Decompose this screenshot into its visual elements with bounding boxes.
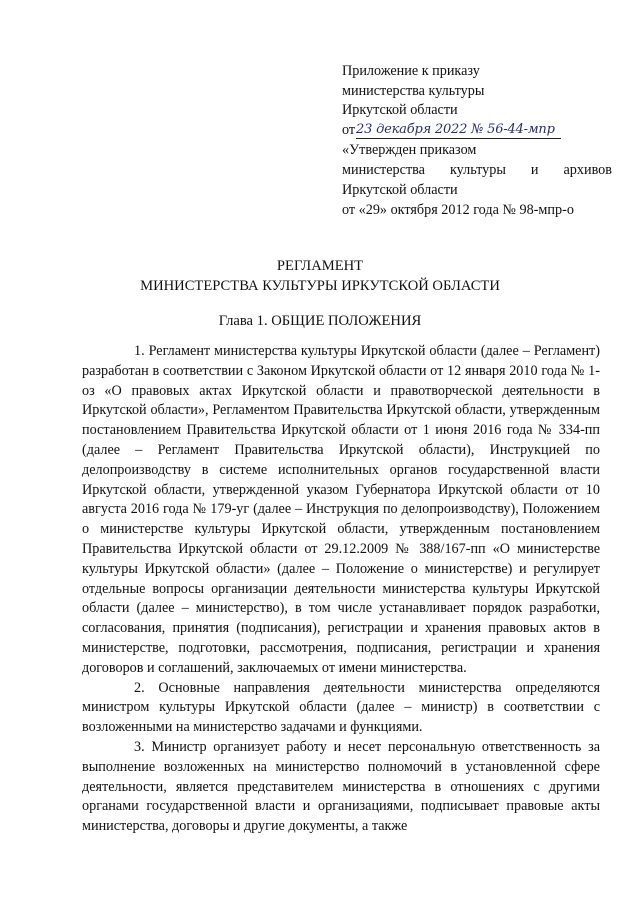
approved-line-3: Иркутской области [342,182,458,198]
annex-from-prefix: от [342,121,356,138]
approved-line-2 [342,160,612,180]
paragraph-2: 2. Основные направления деятельности министерства определяются министром культуры Иркутской области (далее – министр) в соответствии с возложенными на министерство задачами и функциями. [82,679,600,736]
chapter-heading: Глава 1. ОБЩИЕ ПОЛОЖЕНИЯ [218,313,422,329]
document-subtitle: МИНИСТЕРСТВА КУЛЬТУРЫ ИРКУТСКОЙ ОБЛАСТИ [140,278,500,294]
approved-word: архивов [563,162,612,178]
paragraph-3: 3. Министр организует работу и несет персональную ответственность за выполнение возложенных на министерство полномочий в установленной сфере деятельности, является представителем министерства в отношениях с другими органами государственной власти и организациями, подписывает правовые акты министерства, договоры и другие документы, а также [82,738,600,835]
annex-line-2: министерства культуры [342,82,485,99]
annex-line-3: Иркутской области [342,102,458,118]
annex-line-1: Приложение к приказу [342,63,480,79]
approved-word: культуры [449,162,506,178]
document-body [82,342,600,837]
annex-block [342,62,612,141]
handwritten-date-number: 23 декабря 2022 № 56-44-мпр [356,121,555,137]
document-title: РЕГЛАМЕНТ [276,258,364,274]
approval-stamp-block [342,140,612,220]
approved-word: и [530,162,539,178]
annex-date-line [342,121,612,141]
paragraph-1: 1. Регламент министерства культуры Иркутской области (далее – Регламент) разработан в соответствии с Законом Иркутской области от 12 января 2010 года № 1-оз «О правовых актах Иркутской области и правотворческой деятельности в Иркутской области», Регламентом Правительства Иркутской области, утвержденным постановлением Правительства Иркутской области от 1 июня 2016 года № 334-пп (далее – Регламент Правительства Иркутской области), Инструкцией по делопроизводству в системе исполнительных органов государственной власти Иркутской области, утвержденной указом Губернатора Иркутской области от 10 августа 2016 года № 179-уг (далее – Инструкция по делопроизводству), Положением о министерстве культуры Иркутской области, утвержденным постановлением Правительства Иркутской области от 29.12.2009 № 388/167-пп «О министерстве культуры Иркутской области» (далее – Положение о министерстве) и регулирует отдельные вопросы организации деятельности министерства культуры Иркутской области (далее – министерство), в том числе устанавливает порядок разработки, согласования, принятия (подписания), регистрации и хранения правовых актов в министерстве, подготовки, рассмотрения, подписания, регистрации и хранения договоров и соглашений, заключаемых от имени министерства. [82,343,600,676]
date-underline [356,138,561,139]
approved-word: министерства [342,162,425,178]
approved-line-1: «Утвержден приказом [342,142,477,158]
approved-line-4: от «29» октября 2012 года № 98-мпр-о [342,202,574,218]
